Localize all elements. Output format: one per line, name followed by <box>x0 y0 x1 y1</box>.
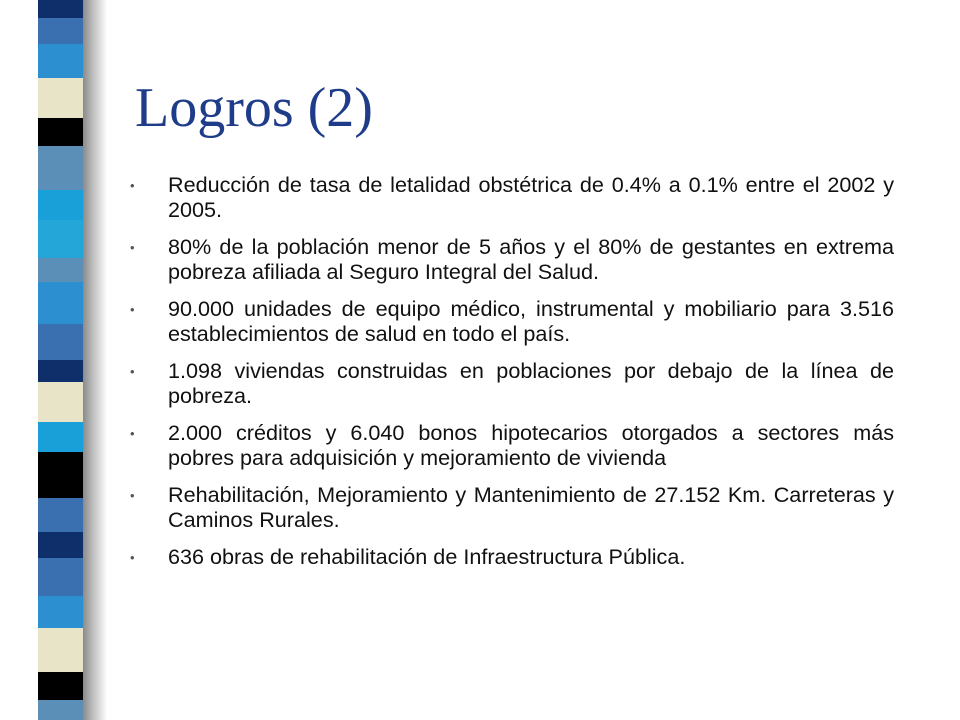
stripe-segment <box>38 78 83 118</box>
stripe-segment <box>38 44 83 78</box>
stripe-segment <box>38 282 83 324</box>
stripe-segment <box>38 0 83 18</box>
stripe-segment <box>38 220 83 258</box>
stripe-segment <box>38 452 83 498</box>
stripe-segment <box>38 324 83 360</box>
stripe-segment <box>38 558 83 596</box>
bullet-item <box>130 296 894 346</box>
bullet-text: 80% de la población menor de 5 años y el 80% de gestantes en extrema pobreza afiliada al Seguro Integral del Salud. <box>168 234 894 284</box>
bullet-dot-icon: • <box>130 364 135 379</box>
bullet-list <box>130 172 894 581</box>
bullet-item <box>130 234 894 284</box>
bullet-item <box>130 482 894 532</box>
stripe-segment <box>38 146 83 190</box>
bullet-dot-icon: • <box>130 426 135 441</box>
bullet-text: Reducción de tasa de letalidad obstétrica de 0.4% a 0.1% entre el 2002 y 2005. <box>168 172 894 222</box>
bullet-text: 90.000 unidades de equipo médico, instrumental y mobiliario para 3.516 establecimientos de salud en todo el país. <box>168 296 894 346</box>
stripe-segment <box>38 596 83 628</box>
bullet-dot-icon: • <box>130 240 135 255</box>
bullet-dot-icon: • <box>130 550 135 565</box>
stripe-segment <box>38 498 83 532</box>
bullet-text: 1.098 viviendas construidas en poblaciones por debajo de la línea de pobreza. <box>168 358 894 408</box>
stripe-segment <box>38 382 83 422</box>
bullet-item <box>130 172 894 222</box>
stripe-segment <box>38 190 83 220</box>
stripe-segment <box>38 700 83 720</box>
stripe-segment <box>38 258 83 282</box>
stripe-segment <box>38 118 83 146</box>
bullet-text: 636 obras de rehabilitación de Infraestructura Pública. <box>168 544 686 569</box>
bullet-item <box>130 358 894 408</box>
bullet-dot-icon: • <box>130 178 135 193</box>
bullet-item <box>130 420 894 470</box>
stripe-segment <box>38 18 83 44</box>
bullet-text: 2.000 créditos y 6.040 bonos hipotecarios otorgados a sectores más pobres para adquisición y mejoramiento de vivienda <box>168 420 894 470</box>
stripe-segment <box>38 360 83 382</box>
stripe-segment <box>38 672 83 700</box>
bullet-dot-icon: • <box>130 488 135 503</box>
decorative-stripe <box>38 0 83 720</box>
stripe-segment <box>38 532 83 558</box>
stripe-segment <box>38 422 83 452</box>
stripe-segment <box>38 628 83 672</box>
bullet-dot-icon: • <box>130 302 135 317</box>
bullet-text: Rehabilitación, Mejoramiento y Mantenimiento de 27.152 Km. Carreteras y Caminos Rurales. <box>168 482 894 532</box>
bullet-item <box>130 544 894 569</box>
slide-title: Logros (2) <box>135 77 373 139</box>
stripe-shadow <box>83 0 107 720</box>
